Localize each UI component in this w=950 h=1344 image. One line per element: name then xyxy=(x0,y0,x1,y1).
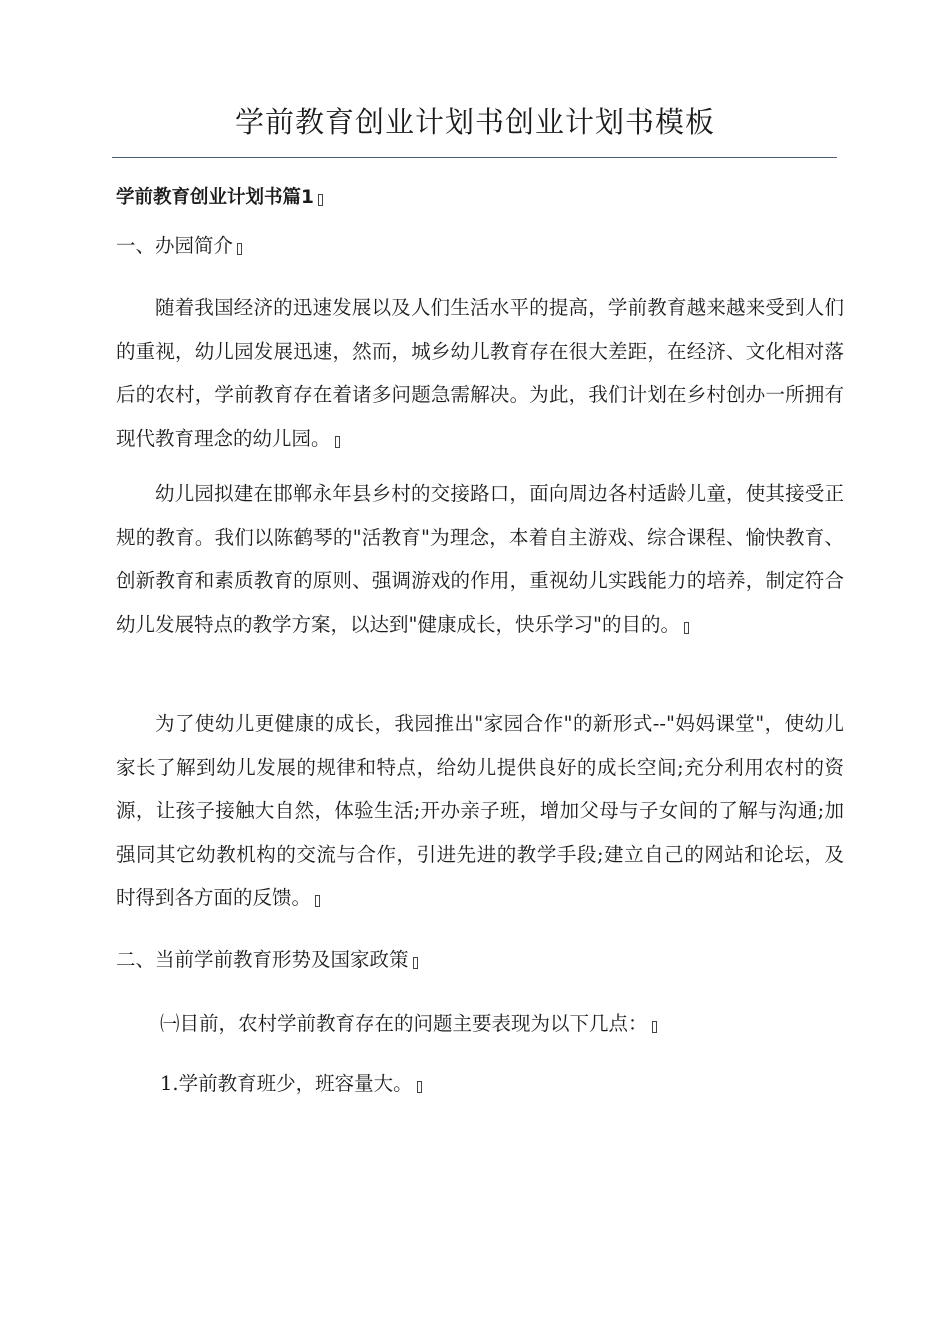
paragraph-2-text: 幼儿园拟建在邯郸永年县乡村的交接路口，面向周边各村适龄儿童，使其接受正规的教育。我们以陈鹤琴的"活教育"为理念，本着自主游戏、综合课程、愉快教育、创新教育和素质教育的原则、强调游戏的作用，重视幼儿实践能力的培养，制定符合幼儿发展特点的教学方案，以达到"健康成长，快乐学习"的目的。 xyxy=(116,482,844,636)
paragraph-mark-icon xyxy=(237,243,242,255)
title-divider xyxy=(112,157,837,158)
paragraph-1 xyxy=(116,286,844,460)
section-heading-1-line xyxy=(116,232,242,260)
paragraph-2 xyxy=(116,472,844,646)
paragraph-3-text: 为了使幼儿更健康的成长，我园推出"家园合作"的新形式--"妈妈课堂"，使幼儿家长了解到幼儿发展的规律和特点，给幼儿提供良好的成长空间;充分利用农村的资源，让孩子接触大自然，体验生活;开办亲子班，增加父母与子女间的了解与沟通;加强同其它幼教机构的交流与合作，引进先进的教学手段;建立自己的网站和论坛，及时得到各方面的反馈。 xyxy=(116,712,844,909)
subtitle-line xyxy=(116,184,323,212)
paragraph-mark-icon xyxy=(315,895,320,907)
paragraph-mark-icon xyxy=(413,957,418,969)
section-heading-2: 二、当前学前教育形势及国家政策 xyxy=(116,948,409,971)
section-heading-2-line xyxy=(116,946,418,974)
list-item-1-text: 1.学前教育班少，班容量大。 xyxy=(160,1072,413,1095)
sub-heading-line xyxy=(160,1010,657,1038)
paragraph-mark-icon xyxy=(417,1081,422,1093)
subtitle: 学前教育创业计划书篇1 xyxy=(116,187,314,208)
paragraph-mark-icon xyxy=(318,194,323,206)
list-item-1 xyxy=(160,1070,422,1098)
paragraph-mark-icon xyxy=(684,622,689,634)
document-title: 学前教育创业计划书创业计划书模板 xyxy=(234,105,715,139)
paragraph-3 xyxy=(116,702,844,920)
paragraph-mark-icon xyxy=(652,1021,657,1033)
paragraph-mark-icon xyxy=(335,436,340,448)
sub-heading: ㈠目前，农村学前教育存在的问题主要表现为以下几点： xyxy=(160,1012,648,1035)
paragraph-1-text: 随着我国经济的迅速发展以及人们生活水平的提高，学前教育越来越来受到人们的重视，幼儿园发展迅速，然而，城乡幼儿教育存在很大差距，在经济、文化相对落后的农村，学前教育存在着诸多问题急需解决。为此，我们计划在乡村创办一所拥有现代教育理念的幼儿园。 xyxy=(116,296,844,450)
section-heading-1: 一、办园简介 xyxy=(116,234,234,257)
